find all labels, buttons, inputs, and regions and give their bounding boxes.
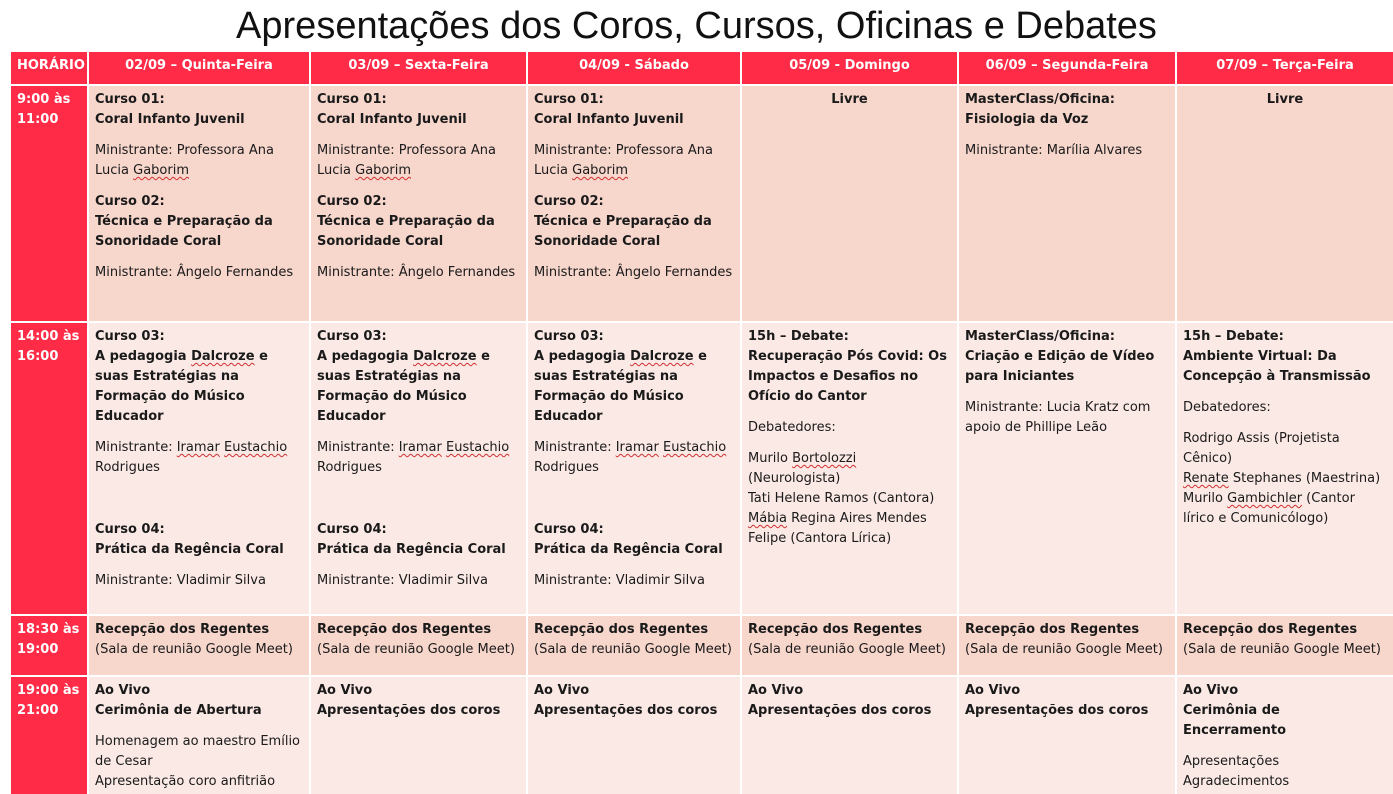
livre-label: Livre	[1266, 92, 1304, 107]
schedule-cell	[88, 322, 310, 615]
course-ministrante: Ministrante: Ângelo Fernandes	[317, 265, 516, 280]
aovivo-detail: Agradecimentos	[1183, 774, 1290, 789]
header-day-3: 04/09 - Sábado	[527, 51, 741, 85]
course-label: Curso 01:	[317, 92, 387, 107]
recepcao-sub: (Sala de reunião Google Meet)	[317, 642, 515, 657]
course-name: Prática da Regência Coral	[95, 542, 284, 557]
aovivo-label: Ao Vivo	[748, 683, 804, 698]
recepcao-title: Recepção dos Regentes	[1183, 622, 1358, 637]
header-day-2: 03/09 – Sexta-Feira	[310, 51, 527, 85]
course-ministrante: Ministrante: Professora Ana Lucia Gaborim	[95, 143, 274, 178]
course-label: Curso 02:	[317, 194, 387, 209]
aovivo-detail: Homenagem ao maestro Emílio de Cesar	[95, 734, 301, 769]
recepcao-sub: (Sala de reunião Google Meet)	[748, 642, 946, 657]
debatedor: Tati Helene Ramos (Cantora)	[748, 491, 935, 506]
masterclass-label: MasterClass/Oficina:	[965, 92, 1115, 107]
page-title: Apresentações dos Coros, Cursos, Oficinas e Debates	[236, 5, 1157, 47]
schedule-cell	[958, 85, 1176, 322]
course-name: A pedagogia Dalcroze e suas Estratégias na Formação do Músico Educador	[95, 349, 268, 424]
schedule-cell	[88, 615, 310, 676]
aovivo-event: Apresentações dos coros	[748, 703, 932, 718]
course-label: Curso 01:	[95, 92, 165, 107]
aovivo-label: Ao Vivo	[965, 683, 1021, 698]
course-label: Curso 03:	[317, 329, 387, 344]
schedule-cell	[527, 676, 741, 794]
table-row	[10, 322, 1393, 615]
schedule-cell	[741, 676, 958, 794]
course-ministrante: Ministrante: Professora Ana Lucia Gaborim	[534, 143, 713, 178]
header-day-5: 06/09 – Segunda-Feira	[958, 51, 1176, 85]
recepcao-title: Recepção dos Regentes	[534, 622, 709, 637]
course-ministrante: Ministrante: Vladimir Silva	[95, 573, 266, 588]
header-day-1: 02/09 – Quinta-Feira	[88, 51, 310, 85]
course-name: Prática da Regência Coral	[317, 542, 506, 557]
schedule-cell	[1176, 322, 1393, 615]
debatedor: Renate Stephanes (Maestrina)	[1183, 471, 1381, 486]
aovivo-label: Ao Vivo	[1183, 683, 1239, 698]
debate-label: 15h – Debate:	[748, 329, 849, 344]
schedule-cell	[958, 676, 1176, 794]
time-slot: 9:00 às 11:00	[10, 85, 88, 322]
recepcao-sub: (Sala de reunião Google Meet)	[1183, 642, 1381, 657]
header-day-4: 05/09 - Domingo	[741, 51, 958, 85]
masterclass-ministrante: Ministrante: Lucia Kratz com apoio de Phillipe Leão	[965, 400, 1151, 435]
debate-label: 15h – Debate:	[1183, 329, 1284, 344]
aovivo-label: Ao Vivo	[317, 683, 373, 698]
livre-label: Livre	[831, 92, 868, 107]
recepcao-title: Recepção dos Regentes	[748, 622, 923, 637]
course-label: Curso 02:	[95, 194, 165, 209]
course-name: Prática da Regência Coral	[534, 542, 723, 557]
debatedor: Murilo Bortolozzi (Neurologista)	[748, 451, 857, 486]
course-ministrante: Ministrante: Iramar Eustachio Rodrigues	[534, 440, 727, 475]
recepcao-sub: (Sala de reunião Google Meet)	[534, 642, 732, 657]
aovivo-detail: Apresentação coro anfitrião	[95, 774, 276, 789]
course-ministrante: Ministrante: Vladimir Silva	[317, 573, 488, 588]
course-label: Curso 03:	[95, 329, 165, 344]
masterclass-ministrante: Ministrante: Marília Alvares	[965, 143, 1143, 158]
aovivo-event: Apresentações dos coros	[317, 703, 501, 718]
debatedor: Mábia Regina Aires Mendes Felipe (Cantora Lírica)	[748, 511, 927, 546]
table-row	[10, 85, 1393, 322]
header-day-6: 07/09 – Terça-Feira	[1176, 51, 1393, 85]
aovivo-event: Apresentações dos coros	[534, 703, 718, 718]
course-name: Coral Infanto Juvenil	[317, 112, 467, 127]
course-name: A pedagogia Dalcroze e suas Estratégias na Formação do Músico Educador	[534, 349, 707, 424]
debatedores-label: Debatedores:	[748, 420, 836, 435]
schedule-cell	[741, 615, 958, 676]
course-label: Curso 04:	[534, 522, 604, 537]
masterclass-name: Fisiologia da Voz	[965, 112, 1089, 127]
table-row	[10, 615, 1393, 676]
schedule-cell	[741, 322, 958, 615]
schedule-cell	[958, 322, 1176, 615]
recepcao-title: Recepção dos Regentes	[317, 622, 492, 637]
debate-name: Recuperação Pós Covid: Os Impactos e Desafios no Ofício do Cantor	[748, 349, 947, 404]
course-name: Técnica e Preparação da Sonoridade Coral	[317, 214, 495, 249]
course-ministrante: Ministrante: Ângelo Fernandes	[95, 265, 294, 280]
time-slot: 14:00 às 16:00	[10, 322, 88, 615]
masterclass-label: MasterClass/Oficina:	[965, 329, 1115, 344]
aovivo-label: Ao Vivo	[95, 683, 151, 698]
schedule-cell	[1176, 676, 1393, 794]
time-slot: 19:00 às 21:00	[10, 676, 88, 794]
schedule-table	[9, 50, 1393, 794]
recepcao-sub: (Sala de reunião Google Meet)	[95, 642, 293, 657]
course-label: Curso 01:	[534, 92, 604, 107]
course-name: Coral Infanto Juvenil	[95, 112, 245, 127]
course-name: A pedagogia Dalcroze e suas Estratégias na Formação do Músico Educador	[317, 349, 490, 424]
course-ministrante: Ministrante: Professora Ana Lucia Gaborim	[317, 143, 496, 178]
aovivo-event: Cerimônia de Abertura	[95, 703, 262, 718]
aovivo-label: Ao Vivo	[534, 683, 590, 698]
course-label: Curso 03:	[534, 329, 604, 344]
course-ministrante: Ministrante: Iramar Eustachio Rodrigues	[95, 440, 288, 475]
header-horario: HORÁRIO	[10, 51, 88, 85]
course-name: Coral Infanto Juvenil	[534, 112, 684, 127]
masterclass-name: Criação e Edição de Vídeo para Iniciantes	[965, 349, 1155, 384]
table-row	[10, 676, 1393, 794]
schedule-cell	[741, 85, 958, 322]
course-label: Curso 02:	[534, 194, 604, 209]
recepcao-sub: (Sala de reunião Google Meet)	[965, 642, 1163, 657]
schedule-cell	[527, 615, 741, 676]
schedule-cell	[88, 85, 310, 322]
schedule-cell	[310, 322, 527, 615]
course-name: Técnica e Preparação da Sonoridade Coral	[534, 214, 712, 249]
aovivo-event: Apresentações dos coros	[965, 703, 1149, 718]
schedule-cell	[310, 676, 527, 794]
schedule-cell	[1176, 615, 1393, 676]
course-label: Curso 04:	[95, 522, 165, 537]
course-label: Curso 04:	[317, 522, 387, 537]
course-name: Técnica e Preparação da Sonoridade Coral	[95, 214, 273, 249]
recepcao-title: Recepção dos Regentes	[965, 622, 1140, 637]
schedule-cell	[527, 322, 741, 615]
aovivo-detail: Apresentações	[1183, 754, 1280, 769]
schedule-cell	[1176, 85, 1393, 322]
recepcao-title: Recepção dos Regentes	[95, 622, 270, 637]
schedule-cell	[310, 85, 527, 322]
debatedor: Murilo Gambichler (Cantor lírico e Comunicólogo)	[1183, 491, 1355, 526]
schedule-cell	[958, 615, 1176, 676]
debate-name: Ambiente Virtual: Da Concepção à Transmissão	[1183, 349, 1371, 384]
debatedor: Rodrigo Assis (Projetista Cênico)	[1183, 431, 1340, 466]
time-slot: 18:30 às 19:00	[10, 615, 88, 676]
header-row	[10, 51, 1393, 85]
aovivo-event: Cerimônia de Encerramento	[1183, 703, 1287, 738]
course-ministrante: Ministrante: Iramar Eustachio Rodrigues	[317, 440, 510, 475]
debatedores-label: Debatedores:	[1183, 400, 1271, 415]
course-ministrante: Ministrante: Ângelo Fernandes	[534, 265, 733, 280]
schedule-cell	[310, 615, 527, 676]
course-ministrante: Ministrante: Vladimir Silva	[534, 573, 705, 588]
schedule-cell	[88, 676, 310, 794]
schedule-cell	[527, 85, 741, 322]
